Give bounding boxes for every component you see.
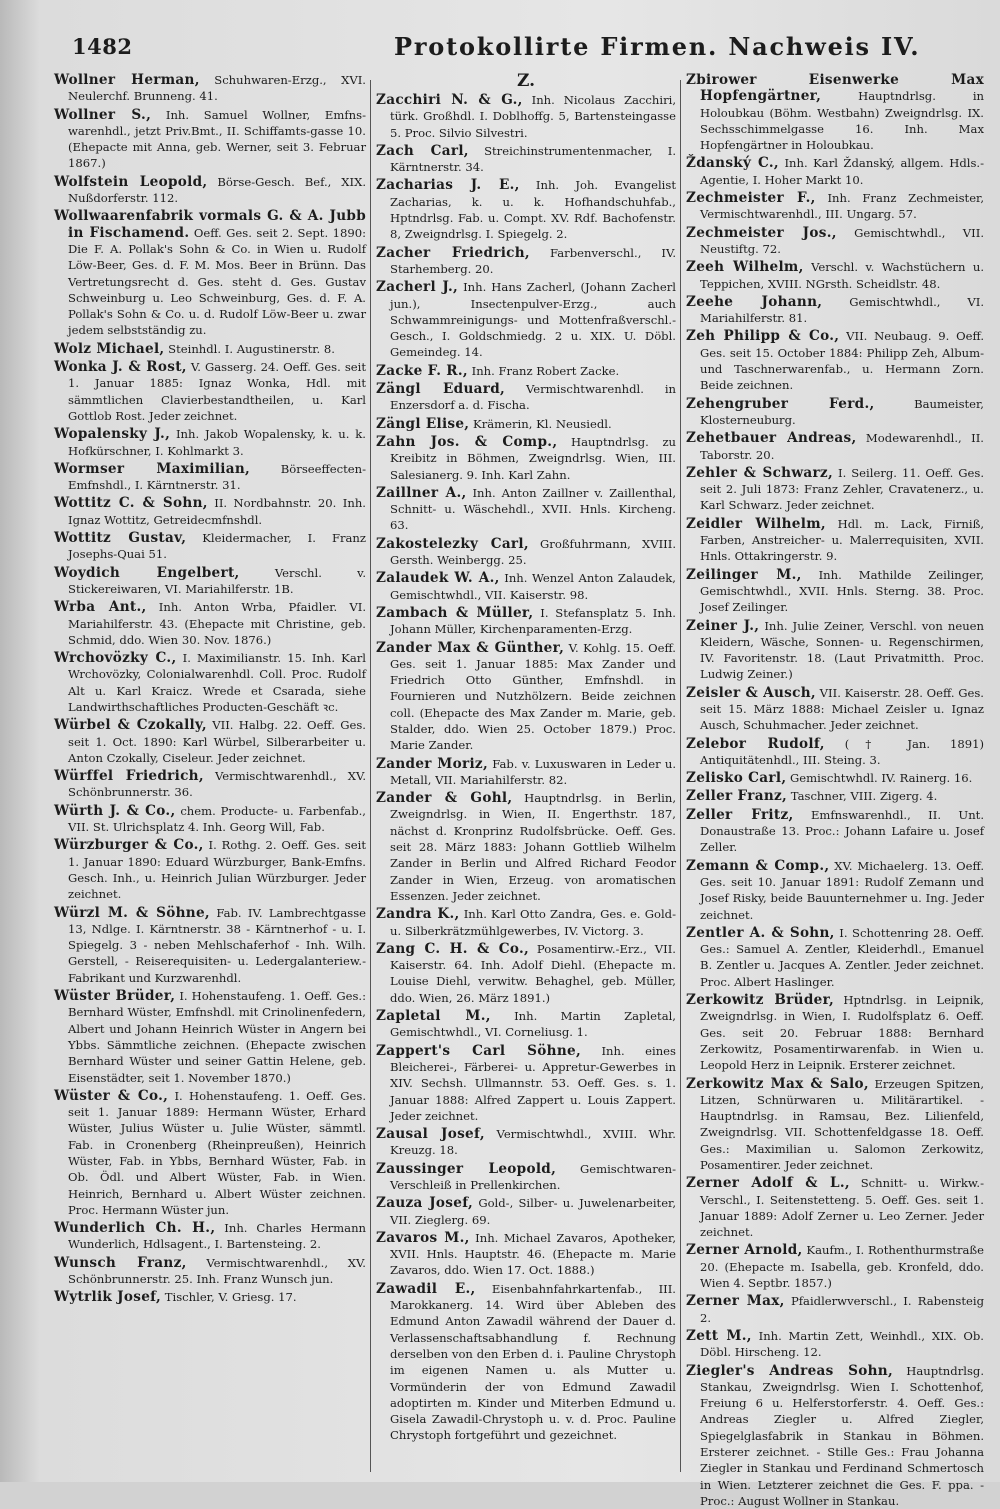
section-letter: Z. xyxy=(516,71,536,91)
firm-details: chem. Producte- u. Farbenfab., VII. St. Ulrichsplatz 4. Inh. Georg Will, Fab. xyxy=(68,803,366,835)
column-left xyxy=(54,72,366,1472)
firm-details: Schnitt- u. Wirkw.-Verschl., I. Seitenstetteng. 5. Oeff. Ges. seit 1. Januar 1889: Adolf Zerner u. Leo Zerner. Jeder zeichnet. xyxy=(700,1176,984,1240)
firm-name: Zauza Josef, xyxy=(376,1195,474,1212)
firm-entry xyxy=(376,1043,676,1124)
firm-entry xyxy=(54,988,366,1086)
firm-details: Inh. Franz Robert Zacke. xyxy=(471,363,620,378)
firm-details: I. Schottenring 28. Oeff. Ges.: Samuel A. Zentler, Kleiderhdl., Emanuel B. Zentler u. Jacques A. Zentler. Jeder zeichnet. Proc. Albert Haslinger. xyxy=(700,925,984,989)
firm-entry xyxy=(54,650,366,715)
firm-details: Hptndrlsg. in Leipnik, Zweigndrlsg. in Wien, I. Rudolfsplatz 6. Oeff. Ges. seit 20. Februar 1888: Bernhard Zerkowitz, Posamentirwarenfab. in Wien u. Leopold Herz in Leipnik. Ersterer zeichnet. xyxy=(700,993,985,1073)
firm-name: Würth J. & Co., xyxy=(54,802,176,819)
firm-name: Wrchovözky C., xyxy=(54,650,177,667)
firm-entry xyxy=(686,807,984,856)
firm-entry xyxy=(54,174,366,207)
firm-entry xyxy=(686,1328,984,1361)
firm-entry xyxy=(54,461,366,494)
firm-details: I. Maximilianstr. 15. Inh. Karl Wrchovözky, Colonialwarenhdl. Coll. Proc. Rudolf Alt u. Karl Kraicz. Wrede et Csarada, siehe Landwirthschaftliches Producten-Geschäft ꝛc. xyxy=(68,651,366,714)
firm-name: Zerner Arnold, xyxy=(686,1242,803,1259)
firm-entry xyxy=(686,516,984,565)
firm-entry xyxy=(376,1230,676,1279)
firm-details: Inh. Franz Zechmeister, Vermischtwarenhdl., III. Ungarg. 57. xyxy=(700,191,985,222)
firm-entry xyxy=(376,434,676,483)
firm-entry xyxy=(686,858,984,923)
firm-details: Modewarenhdl., II. Taborstr. 20. xyxy=(700,431,984,462)
firm-name: Zaussinger Leopold, xyxy=(376,1160,557,1177)
firm-entry xyxy=(686,770,984,786)
firm-name: Zang C. H. & Co., xyxy=(376,940,530,957)
firm-entry xyxy=(54,1220,366,1253)
firm-details: Hauptndrlsg. in Holoubkau (Böhm. Westbahn) Zweigndrlsg. IX. Sechsschimmelgasse 16. Inh. Max Hopfengärtner in Holoubkau. xyxy=(700,89,984,153)
firm-entry xyxy=(54,208,366,338)
firm-name: Zemann & Comp., xyxy=(686,857,830,874)
column-divider xyxy=(680,80,681,1472)
firm-details: Vermischtwarenhdl. in Enzersdorf a. d. Fischa. xyxy=(390,382,676,413)
firm-entry xyxy=(54,530,366,563)
firm-details: Kaufm., I. Rothenthurmstraße 20. (Ehepacte m. Isabella, geb. Kronfeld, ddo. Wien 4. Septbr. 1857.) xyxy=(700,1243,985,1291)
firm-name: Zerkowitz Brüder, xyxy=(686,992,835,1009)
firm-name: Zentler A. & Sohn, xyxy=(686,924,835,941)
firm-name: Zausal Josef, xyxy=(376,1126,485,1143)
firm-name: Wottitz C. & Sohn, xyxy=(54,495,208,512)
firm-entry xyxy=(376,381,676,414)
firm-name: Zambach & Müller, xyxy=(376,604,534,621)
firm-entry xyxy=(376,941,676,1006)
firm-name: Woydich Engelbert, xyxy=(54,564,240,581)
firm-entry xyxy=(686,1363,984,1509)
firm-details: Hauptndrlsg. Stankau, Zweigndrlsg. Wien I. Schottenhof, Freiung 6 u. Helferstorferstr. 4. Oeff. Ges.: Andreas Ziegler u. Alfred Ziegler, Spiegelglasfabrik in Stankau in Böhmen. Ersterer zeichnet. - Stille Ges.: Frau Johanna Ziegler in Stankau und Ferdinand Schmertosch in Wien. Letzterer zeichnet die Ges. F. ppa. - Proc.: August Wollner in Stankau. xyxy=(700,1363,984,1508)
firm-name: Zeller Franz, xyxy=(686,788,788,805)
firm-name: Zappert's Carl Söhne, xyxy=(376,1042,581,1059)
firm-details: Inh. Martin Zapletal, Gemischtwhdl., VI. Corneliusg. 1. xyxy=(390,1009,676,1040)
firm-details: Gemischtwaren-Verschleiß in Prellenkirchen. xyxy=(390,1161,676,1192)
firm-details: Gemischtwhdl., VI. Mariahilferstr. 81. xyxy=(700,294,985,326)
firm-details: Verschl. v. Wachstüchern u. Teppichen, XVIII. NGrsth. Scheidlstr. 48. xyxy=(700,260,985,291)
firm-details: Inh. Karl Otto Zandra, Ges. e. Gold- u. Silberkrätzmühlgewerbes, IV. Victorg. 3. xyxy=(390,907,676,938)
firm-details: Inh. Karl Ždanský, allgem. Hdls.-Agentie, I. Hoher Markt 10. xyxy=(700,156,985,187)
firm-name: Zacherl J., xyxy=(376,279,459,296)
firm-name: Zavaros M., xyxy=(376,1229,470,1246)
firm-name: Zander Max & Günther, xyxy=(376,639,565,656)
firm-entry xyxy=(686,396,984,429)
firm-name: Zeeh Wilhelm, xyxy=(686,259,804,276)
firm-name: Zeisler & Ausch, xyxy=(686,684,816,701)
firm-details: VII. Kaiserstr. 28. Oeff. Ges. seit 15. März 1888: Michael Zeisler u. Ignaz Ausch, Schuhmacher. Jeder zeichnet. xyxy=(700,685,984,733)
firm-name: Zach Carl, xyxy=(376,142,469,159)
firm-name: Wopalensky J., xyxy=(54,426,171,443)
firm-entry xyxy=(376,790,676,904)
firm-name: Wonka J. & Rost, xyxy=(54,359,187,376)
firm-entry xyxy=(376,363,676,379)
firm-details: Vermischtwarenhdl., XV. Schönbrunnerstr. 36. xyxy=(68,769,366,800)
firm-name: Zett M., xyxy=(686,1327,752,1344)
firm-name: Zeehe Johann, xyxy=(686,293,823,310)
firm-entry xyxy=(686,925,984,990)
firm-entry xyxy=(54,905,366,986)
firm-name: Zandra K., xyxy=(376,906,460,923)
firm-details: I. Stefansplatz 5. Inh. Johann Müller, Kirchenparamenten-Erzg. xyxy=(390,605,676,637)
firm-entry xyxy=(376,536,676,569)
firm-entry xyxy=(686,992,984,1073)
firm-details: I. Hohenstaufeng. 1. Oeff. Ges.: Bernhard Wüster, Emfnshdl. mit Crinolinenfedern, Albert und Johann Heinrich Wüster in Angern bei Ybbs. Sämmtliche zeichnen. (Ehepacte zwischen Bernhard Wüster und seiner Gattin Helene, geb. Eisenstädter, seit 1. November 1870.) xyxy=(68,989,366,1085)
firm-entry xyxy=(376,570,676,603)
firm-name: Zerkowitz Max & Salo, xyxy=(686,1075,869,1092)
firm-details: Oeff. Ges. seit 2. Sept. 1890: Die F. A. Pollak's Sohn & Co. in Wien u. Rudolf Löw-Beer, Ges. d. F. M. Mos. Beer in Brünn. Das Vertretungsrecht d. Ges. steht d. Ges. Gustav Schweinburg u. Leo Schweinburg, Ges. d. F. A. Pollak's Sohn & Co. u. d. Rudolf Löw-Beer u. zwar jedem selbstständig zu. xyxy=(68,225,367,338)
firm-entry xyxy=(686,328,984,393)
firm-entry xyxy=(686,1175,984,1240)
firm-entry xyxy=(54,341,366,357)
firm-name: Zacke F. R., xyxy=(376,362,468,379)
firm-entry xyxy=(686,685,984,734)
firm-name: Zängl Elise, xyxy=(376,415,470,432)
firm-name: Würffel Friedrich, xyxy=(54,768,204,785)
firm-name: Wollner Herman, xyxy=(54,72,200,88)
firm-entry xyxy=(54,359,366,424)
firm-name: Zapletal M., xyxy=(376,1008,491,1025)
firm-name: Wottitz Gustav, xyxy=(54,530,187,547)
column-right xyxy=(686,72,985,1508)
firm-name: Wolfstein Leopold, xyxy=(54,173,208,190)
firm-details: Streichinstrumentenmacher, I. Kärntnerstr. 34. xyxy=(390,143,676,175)
firm-details: († Jan. 1891) Antiquitätenhdl., III. Steing. 3. xyxy=(700,736,984,767)
firm-name: Zacchiri N. & G., xyxy=(376,92,523,108)
firm-details: VII. Neubaug. 9. Oeff. Ges. seit 15. October 1884: Philipp Zeh, Album- und Taschnerwarenfab., u. Hermann Zorn. Beide zeichnen. xyxy=(700,329,985,393)
firm-details: Fab. v. Luxuswaren in Leder u. Metall, VII. Mariahilferstr. 82. xyxy=(390,756,677,787)
firm-details: Inh. eines Bleicherei-, Färberei- u. Appretur-Gewerbes in XIV. Sechsh. Ullmannstr. 53. Oeff. Ges. s. 1. Januar 1888: Alfred Zappert u. Louis Zappert. Jeder zeichnet. xyxy=(390,1043,676,1123)
firm-name: Würzburger & Co., xyxy=(54,837,204,854)
firm-name: Zeller Fritz, xyxy=(686,806,794,823)
firm-details: Inh. Anton Wrba, Pfaidler. VI. Mariahilferstr. 43. (Ehepacte mit Christine, geb. Schmid, ddo. Wien 30. Nov. 1876.) xyxy=(68,600,366,647)
firm-name: Zalaudek W. A., xyxy=(376,570,500,587)
firm-entry xyxy=(54,599,366,648)
firm-details: V. Gasserg. 24. Oeff. Ges. seit 1. Januar 1885: Ignaz Wonka, Hdl. mit sämmtlichen Clavierbestandtheilen, u. Karl Gottlob Rost. Jeder zeichnet. xyxy=(68,360,367,423)
firm-details: V. Kohlg. 15. Oeff. Ges. seit 1. Januar 1885: Max Zander und Friedrich Otto Günther, Emfnshdl. in Fournieren und Nutzhölzern. Beide zeichnen coll. (Ehepacte des Max Zander m. Marie, geb. Stalder, ddo. Wien 25. October 1879.) Proc. Marie Zander. xyxy=(390,640,676,753)
firm-entry xyxy=(376,485,676,534)
firm-name: Zelebor Rudolf, xyxy=(686,735,825,752)
firm-name: Zeilinger M., xyxy=(686,566,802,583)
firm-name: Zängl Eduard, xyxy=(376,381,506,398)
firm-details: Inh. Nicolaus Zacchiri, türk. Großhdl. I. Doblhoffg. 5, Bartensteingasse 5. Proc. Silvio Silvestri. xyxy=(390,93,677,140)
firm-name: Zechmeister Jos., xyxy=(686,224,837,241)
firm-entry xyxy=(686,430,984,463)
firm-details: I. Rothg. 2. Oeff. Ges. seit 1. Januar 1890: Eduard Würzburger, Bank-Emfns. Gesch. Inh., u. Heinrich Julian Würzburger. Jeder zeichnet. xyxy=(68,838,366,902)
firm-details: Verschl. v. Stickereiwaren, VI. Mariahilferstr. 1B. xyxy=(68,565,367,596)
firm-entry xyxy=(376,605,676,638)
firm-details: Hauptndrlsg. in Berlin, Zweigndrlsg. in Wien, II. Engerthstr. 187, nächst d. Kronprinz Rudolfsbrücke. Oeff. Ges. seit 28. März 1883: Johann Gottlieb Wilhelm Zander in Berlin und Alfred Richard Feodor Zander in Wien, Erzeug. von aromatischen Essenzen. Jeder zeichnet. xyxy=(390,791,677,903)
firm-entry xyxy=(686,72,984,153)
firm-name: Wunderlich Ch. H., xyxy=(54,1220,216,1237)
firm-entry xyxy=(686,465,984,514)
firm-name: Wrba Ant., xyxy=(54,599,147,616)
firm-entry xyxy=(54,768,366,801)
firm-name: Zerner Adolf & L., xyxy=(686,1175,850,1192)
firm-entry xyxy=(686,736,984,769)
firm-name: Wolz Michael, xyxy=(54,340,165,357)
firm-details: Börseeffecten-Emfnshdl., I. Kärntnerstr. 31. xyxy=(68,461,366,493)
firm-entry xyxy=(376,245,676,278)
firm-entry xyxy=(686,155,984,188)
firm-details: Inh. Jakob Wopalensky, k. u. k. Hofkürschner, I. Kohlmarkt 3. xyxy=(68,427,366,458)
firm-entry xyxy=(54,107,366,172)
firm-entry xyxy=(686,567,984,616)
firm-details: Inh. Mathilde Zeilinger, Gemischtwhdl., XVII. Hnls. Sterng. 38. Proc. Josef Zeilinger. xyxy=(700,567,984,615)
firm-entry xyxy=(376,906,676,939)
firm-name: Zehetbauer Andreas, xyxy=(686,430,857,447)
firm-details: Steinhdl. I. Augustinerstr. 8. xyxy=(168,341,335,356)
firm-details: I. Seilerg. 11. Oeff. Ges. seit 2. Juli 1873: Franz Zehler, Cravatenerz., u. Karl Schwarz. Jeder zeichnet. xyxy=(700,465,985,513)
firm-details: Inh. Anton Zaillner v. Zaillenthal, Schnitt- u. Wäschehdl., XVII. Hnls. Kircheng. 63. xyxy=(390,485,676,533)
firm-details: Farbenverschl., IV. Starhemberg. 20. xyxy=(390,245,676,276)
firm-entry xyxy=(686,190,984,223)
firm-entry xyxy=(54,837,366,902)
firm-details: Fab. IV. Lambrechtgasse 13, Ndlge. I. Kärntnerstr. 38 - Kärntnerhof - u. I. Spiegelg. 3 - neben Mehlschaferhof - Inh. Wilh. Gerstell, - Reiserequisiten- u. Ledergalanteriew.-Fabrikant und Kurzwarenhdl. xyxy=(68,905,367,985)
page-title: Protokollirte Firmen. Nachweis IV. xyxy=(394,32,921,61)
firm-details: Hauptndrlsg. zu Kreibitz in Böhmen, Zweigndrlsg. Wien, III. Salesianerg. 9. Inh. Karl Zahn. xyxy=(390,434,677,482)
firm-details: Inh. Julie Zeiner, Verschl. von neuen Kleidern, Wäsche, Sonnen- u. Regenschirmen, IV. Favoritenstr. 18. (Laut Privatmitth. Proc. Ludwig Zeiner.) xyxy=(700,618,984,682)
firm-entry xyxy=(686,1293,984,1326)
firm-entry xyxy=(376,1281,676,1444)
firm-entry xyxy=(376,1126,676,1159)
firm-entry xyxy=(376,756,676,789)
firm-name: Zander Moriz, xyxy=(376,755,488,772)
firm-name: Wollwaarenfabrik vormals G. & A. Jubb in Fischamend. xyxy=(54,208,366,241)
firm-details: Inh. Martin Zett, Weinhdl., XIX. Ob. Döbl. Hirscheng. 12. xyxy=(700,1328,984,1360)
column-middle xyxy=(376,72,676,1472)
firm-entry xyxy=(54,1289,366,1305)
firm-details: Börse-Gesch. Bef., XIX. Nußdorferstr. 112. xyxy=(68,174,367,206)
firm-name: Zeiner J., xyxy=(686,617,760,634)
firm-entry xyxy=(54,426,366,459)
firm-name: Zechmeister F., xyxy=(686,190,816,207)
columns-area xyxy=(54,71,985,1508)
firm-entry xyxy=(376,1161,676,1194)
firm-entry xyxy=(54,72,366,105)
firm-name: Zeidler Wilhelm, xyxy=(686,515,826,532)
firm-name: Wüster & Co., xyxy=(54,1087,169,1104)
firm-entry xyxy=(54,565,366,598)
firm-entry xyxy=(376,279,676,360)
firm-name: Zehler & Schwarz, xyxy=(686,464,833,481)
firm-entry xyxy=(686,618,984,683)
firm-details: Krämerin, Kl. Neusiedl. xyxy=(473,416,612,431)
firm-details: Taschner, VIII. Zigerg. 4. xyxy=(790,789,938,804)
firm-entry xyxy=(376,416,676,432)
firm-entry xyxy=(54,1255,366,1288)
firm-entry xyxy=(686,294,984,327)
firm-name: Zahn Jos. & Comp., xyxy=(376,433,558,450)
firm-details: Großfuhrmann, XVIII. Gersth. Weinbergg. 25. xyxy=(390,536,677,568)
firm-name: Zacharias J. E., xyxy=(376,177,520,194)
firm-name: Würzl M. & Söhne, xyxy=(54,904,210,921)
firm-entry xyxy=(686,1242,984,1291)
firm-entry xyxy=(54,1088,366,1218)
firm-name: Ziegler's Andreas Sohn, xyxy=(686,1362,894,1379)
firm-details: I. Hohenstaufeng. 1. Oeff. Ges. seit 1. Januar 1889: Hermann Wüster, Erhard Wüster, Julius Wüster u. Julie Wüster, sämmtl. Fab. in Cronenberg (Rheinpreußen), Heinrich Wüster, Fab. in Ybbs, Bernhard Wüster, Fab. in Ob. Ödl. und Albert Wüster, Fab. in Wien. Heinrich, Bernhard u. Albert Wüster zeichnen. Proc. Hermann Wüster jun. xyxy=(68,1088,367,1217)
firm-details: Inh. Hans Zacherl, (Johann Zacherl jun.), Insectenpulver-Erzg., auch Schwammreinigungs- und Mottenfraßverschl.-Gesch., I. Goldschmiedg. 2 u. XIX. U. Döbl. Gemeindeg. 14. xyxy=(390,280,677,360)
column-divider xyxy=(370,80,371,1472)
firm-details: Gemischtwhdl., VII. Neustiftg. 72. xyxy=(700,225,985,256)
firm-name: Wormser Maximilian, xyxy=(54,460,251,477)
firm-details: Inh. Michael Zavaros, Apotheker, XVII. Hnls. Hauptstr. 46. (Ehepacte m. Marie Zavaros, ddo. Wien 17. Oct. 1888.) xyxy=(390,1230,677,1278)
firm-details: Tischler, V. Griesg. 17. xyxy=(164,1290,297,1305)
firm-details: Gold-, Silber- u. Juwelenarbeiter, VII. Zieglerg. 69. xyxy=(390,1196,677,1227)
firm-name: Zacher Friedrich, xyxy=(376,244,530,261)
page-header xyxy=(54,34,984,70)
firm-name: Zbirower Eisenwerke Max Hopfengärtner, xyxy=(686,72,984,105)
firm-details: Gemischtwhdl. IV. Rainerg. 16. xyxy=(790,771,973,786)
firm-entry xyxy=(54,495,366,528)
firm-name: Zehengruber Ferd., xyxy=(686,395,875,412)
firm-details: Erzeugen Spitzen, Litzen, Schnürwaren u. Militärartikel. - Hauptndrlsg. in Ramsau, Bez. Lilienfeld, Zweigndrlsg. VII. Schottenfeldgasse 18. Oeff. Ges.: Maximilian u. Salomon Zerkowitz, Posamentirer. Jeder zeichnet. xyxy=(700,1076,985,1172)
firm-name: Wollner S., xyxy=(54,106,152,123)
firm-entry xyxy=(686,1076,984,1174)
firm-details: Baumeister, Klosterneuburg. xyxy=(700,396,984,427)
firm-name: Zaillner A., xyxy=(376,484,467,501)
firm-entry xyxy=(376,1195,676,1228)
firm-entry xyxy=(54,717,366,766)
firm-entry xyxy=(376,177,676,242)
firm-name: Zelisko Carl, xyxy=(686,770,787,787)
firm-details: Inh. Charles Hermann Wunderlich, Hdlsagent., I. Bartensteing. 2. xyxy=(68,1221,366,1252)
firm-details: XV. Michaelerg. 13. Oeff. Ges. seit 10. Januar 1891: Rudolf Zemann und Josef Risky, beide Bauunternehmer u. Ing. Jeder zeichnet. xyxy=(700,858,985,922)
firm-details: Hdl. m. Lack, Firniß, Farben, Anstreicher- u. Malerrequisiten, XVII. Hnls. Ottakringerstr. 9. xyxy=(700,516,985,564)
firm-name: Wüster Brüder, xyxy=(54,988,176,1005)
firm-details: Posamentirw.-Erz., VII. Kaiserstr. 64. Inh. Adolf Diehl. (Ehepacte m. Louise Diehl, verwitw. Behaghel, geb. Müller, ddo. Wien, 26. März 1891.) xyxy=(390,941,676,1005)
firm-details: Emfnswarenhdl., II. Unt. Donaustraße 13. Proc.: Johann Lafaire u. Josef Zeller. xyxy=(700,807,985,855)
firm-details: Eisenbahnfahrkartenfab., III. Marokkanerg. 14. Wird über Ableben des Edmund Anton Zawadil während der Dauer d. Verlassenschaftsabhandlung f. Rechnung derselben von den Erben d. i. Pauline Chrystoph im eigenen Namen u. als Mutter u. Vormünderin der von Edmund Zawadil adoptirten m. Kinder und Miterben Edmund u. Gisela Zawadil-Chrystoph u. v. d. Proc. Pauline Chrystoph fortgeführt und gezeichnet. xyxy=(390,1281,676,1443)
firm-details: II. Nordbahnstr. 20. Inh. Ignaz Wottitz, Getreidecmfnshdl. xyxy=(68,496,366,527)
firm-details: Vermischtwhdl., XVIII. Whr. Kreuzg. 18. xyxy=(390,1127,676,1158)
firm-name: Wytrlik Josef, xyxy=(54,1289,162,1306)
firm-entry xyxy=(686,259,984,292)
firm-entry xyxy=(376,143,676,176)
firm-name: Zeh Philipp & Co., xyxy=(686,328,840,345)
firm-name: Zander & Gohl, xyxy=(376,790,513,807)
firm-name: Ždanský C., xyxy=(686,155,779,172)
page-number: 1482 xyxy=(72,34,133,59)
firm-name: Wunsch Franz, xyxy=(54,1254,187,1271)
firm-entry xyxy=(376,640,676,754)
firm-entry xyxy=(686,788,984,804)
firm-details: Schuhwaren-Erzg., XVI. Neulerchf. Brunneng. 41. xyxy=(68,73,366,104)
firm-details: Inh. Wenzel Anton Zalaudek, Gemischtwhdl., VII. Kaiserstr. 98. xyxy=(390,571,676,602)
firm-details: Inh. Joh. Evangelist Zacharias, k. u. k. Hofhandschuhfab., Hptndrlsg. Fab. u. Compt. XV. Rdf. Bachofenstr. 8, Zweigndrlsg. I. Spiegelg. 2. xyxy=(390,178,676,242)
firm-entry xyxy=(54,803,366,836)
firm-name: Zerner Max, xyxy=(686,1293,785,1310)
firm-entry xyxy=(376,92,676,141)
firm-details: VII. Halbg. 22. Oeff. Ges. seit 1. Oct. 1890: Karl Würbel, Silberarbeiter u. Anton Czokally, Ciseleur. Jeder zeichnet. xyxy=(68,718,366,765)
firm-details: Vermischtwarenhdl., XV. Schönbrunnerstr. 25. Inh. Franz Wunsch jun. xyxy=(68,1255,366,1287)
firm-name: Zakostelezky Carl, xyxy=(376,535,529,552)
firm-details: Pfaidlerwverschl., I. Rabensteig 2. xyxy=(700,1294,985,1325)
firm-details: Kleidermacher, I. Franz Josephs-Quai 51. xyxy=(68,531,367,562)
firm-entry xyxy=(376,1008,676,1041)
firm-entry xyxy=(686,225,984,258)
firm-name: Würbel & Czokally, xyxy=(54,717,207,734)
firm-details: Inh. Samuel Wollner, Emfns-warenhdl., jetzt Priv.Bmt., II. Schiffamts-gasse 10. (Ehepacte mit Anna, geb. Werner, seit 3. Februar 1867.) xyxy=(68,107,367,171)
firm-name: Zawadil E., xyxy=(376,1280,476,1297)
